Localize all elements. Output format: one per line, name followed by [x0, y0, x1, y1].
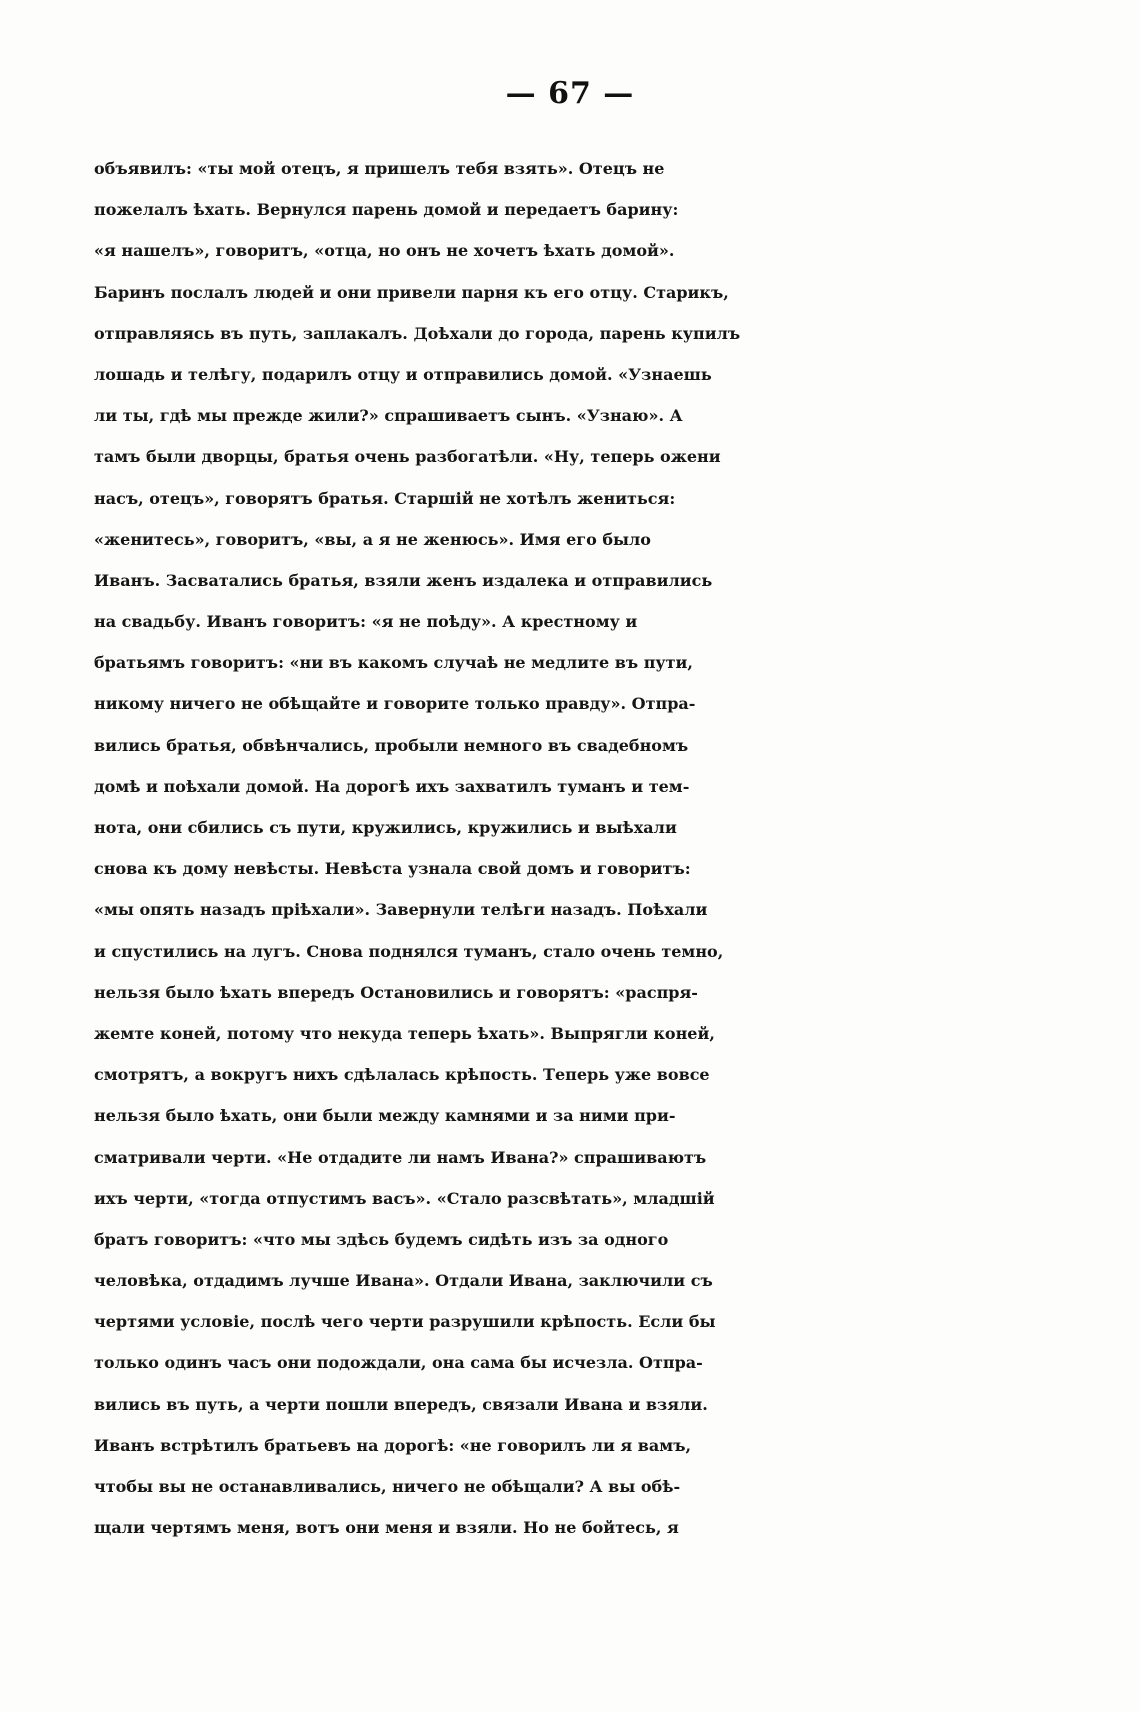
text-line: Иванъ встрѣтилъ братьевъ на дорогѣ: «не говорилъ ли я вамъ, [94, 1435, 692, 1455]
text-line: ли ты, гдѣ мы прежде жили?» спрашиваетъ сынъ. «Узнаю». А [94, 406, 683, 426]
text-line: отправляясь въ путь, заплакалъ. Доѣхали до города, парень купилъ [94, 323, 741, 343]
text-line: сматривали черти. «Не отдадите ли намъ Ивана?» спрашиваютъ [94, 1147, 707, 1167]
text-line: тамъ были дворцы, братья очень разбогатѣли. «Ну, теперь ожени [94, 447, 721, 467]
text-line: домѣ и поѣхали домой. На дорогѣ ихъ захватилъ туманъ и тем- [94, 776, 690, 796]
text-line: щали чертямъ меня, вотъ они меня и взяли. Но не бойтесь, я [94, 1518, 679, 1538]
text-line: нота, они сбились съ пути, кружились, кружились и выѣхали [94, 818, 677, 837]
text-line: ихъ черти, «тогда отпустимъ васъ». «Стало разсвѣтать», младшій [94, 1188, 715, 1208]
text-line: на свадьбу. Иванъ говоритъ: «я не поѣду». А крестному и [94, 612, 638, 632]
text-line: никому ничего не обѣщайте и говорите только правду». Отпра- [94, 694, 696, 714]
text-line: лошадь и телѣгу, подарилъ отцу и отправились домой. «Узнаешь [94, 364, 712, 384]
text-line: объявилъ: «ты мой отецъ, я пришелъ тебя взять». Отецъ не [94, 159, 665, 178]
text-line: вились братья, обвѣнчались, пробыли немного въ свадебномъ [94, 735, 689, 755]
text-line: чтобы вы не останавливались, ничего не обѣщали? А вы обѣ- [94, 1477, 681, 1496]
text-line: нельзя было ѣхать впередъ Остановились и говорятъ: «распря- [94, 982, 698, 1002]
text-line: Иванъ. Засватались братья, взяли женъ издалека и отправились [94, 570, 713, 590]
text-line: снова къ дому невѣсты. Невѣста узнала свой домъ и говоритъ: [94, 859, 691, 879]
text-line: «мы опять назадъ пріѣхали». Завернули телѣги назадъ. Поѣхали [94, 900, 708, 920]
text-line: чертями условіе, послѣ чего черти разрушили крѣпость. Если бы [94, 1312, 716, 1332]
text-line: братьямъ говоритъ: «ни въ какомъ случаѣ не медлите въ пути, [94, 653, 693, 673]
text-line: насъ, отецъ», говорятъ братья. Старшій не хотѣлъ жениться: [94, 488, 676, 508]
text-line: вились въ путь, а черти пошли впередъ, связали Ивана и взяли. [94, 1394, 708, 1414]
text-line: Баринъ послалъ людей и они привели парня къ его отцу. Старикъ, [94, 282, 729, 302]
text-line: пожелалъ ѣхать. Вернулся парень домой и передаетъ барину: [94, 200, 679, 220]
text-line: нельзя было ѣхать, они были между камнями и за ними при- [94, 1106, 676, 1126]
text-line: «женитесь», говоритъ, «вы, а я не женюсь». Имя его было [94, 529, 651, 549]
body-text [94, 148, 1056, 1548]
text-line: «я нашелъ», говоритъ, «отца, но онъ не хочетъ ѣхать домой». [94, 241, 675, 261]
page-number: — 67 — [505, 76, 635, 111]
text-line: только одинъ часъ они подождали, она сама бы исчезла. Отпра- [94, 1353, 703, 1373]
text-line: смотрятъ, а вокругъ нихъ сдѣлалась крѣпость. Теперь уже вовсе [94, 1065, 710, 1085]
text-line: и спустились на лугъ. Снова поднялся туманъ, стало очень темно, [94, 941, 724, 961]
text-line: братъ говоритъ: «что мы здѣсь будемъ сидѣть изъ за одного [94, 1229, 669, 1249]
text-line: человѣка, отдадимъ лучше Ивана». Отдали Ивана, заключили съ [94, 1271, 713, 1291]
text-line: жемте коней, потому что некуда теперь ѣхать». Выпрягли коней, [94, 1023, 715, 1043]
